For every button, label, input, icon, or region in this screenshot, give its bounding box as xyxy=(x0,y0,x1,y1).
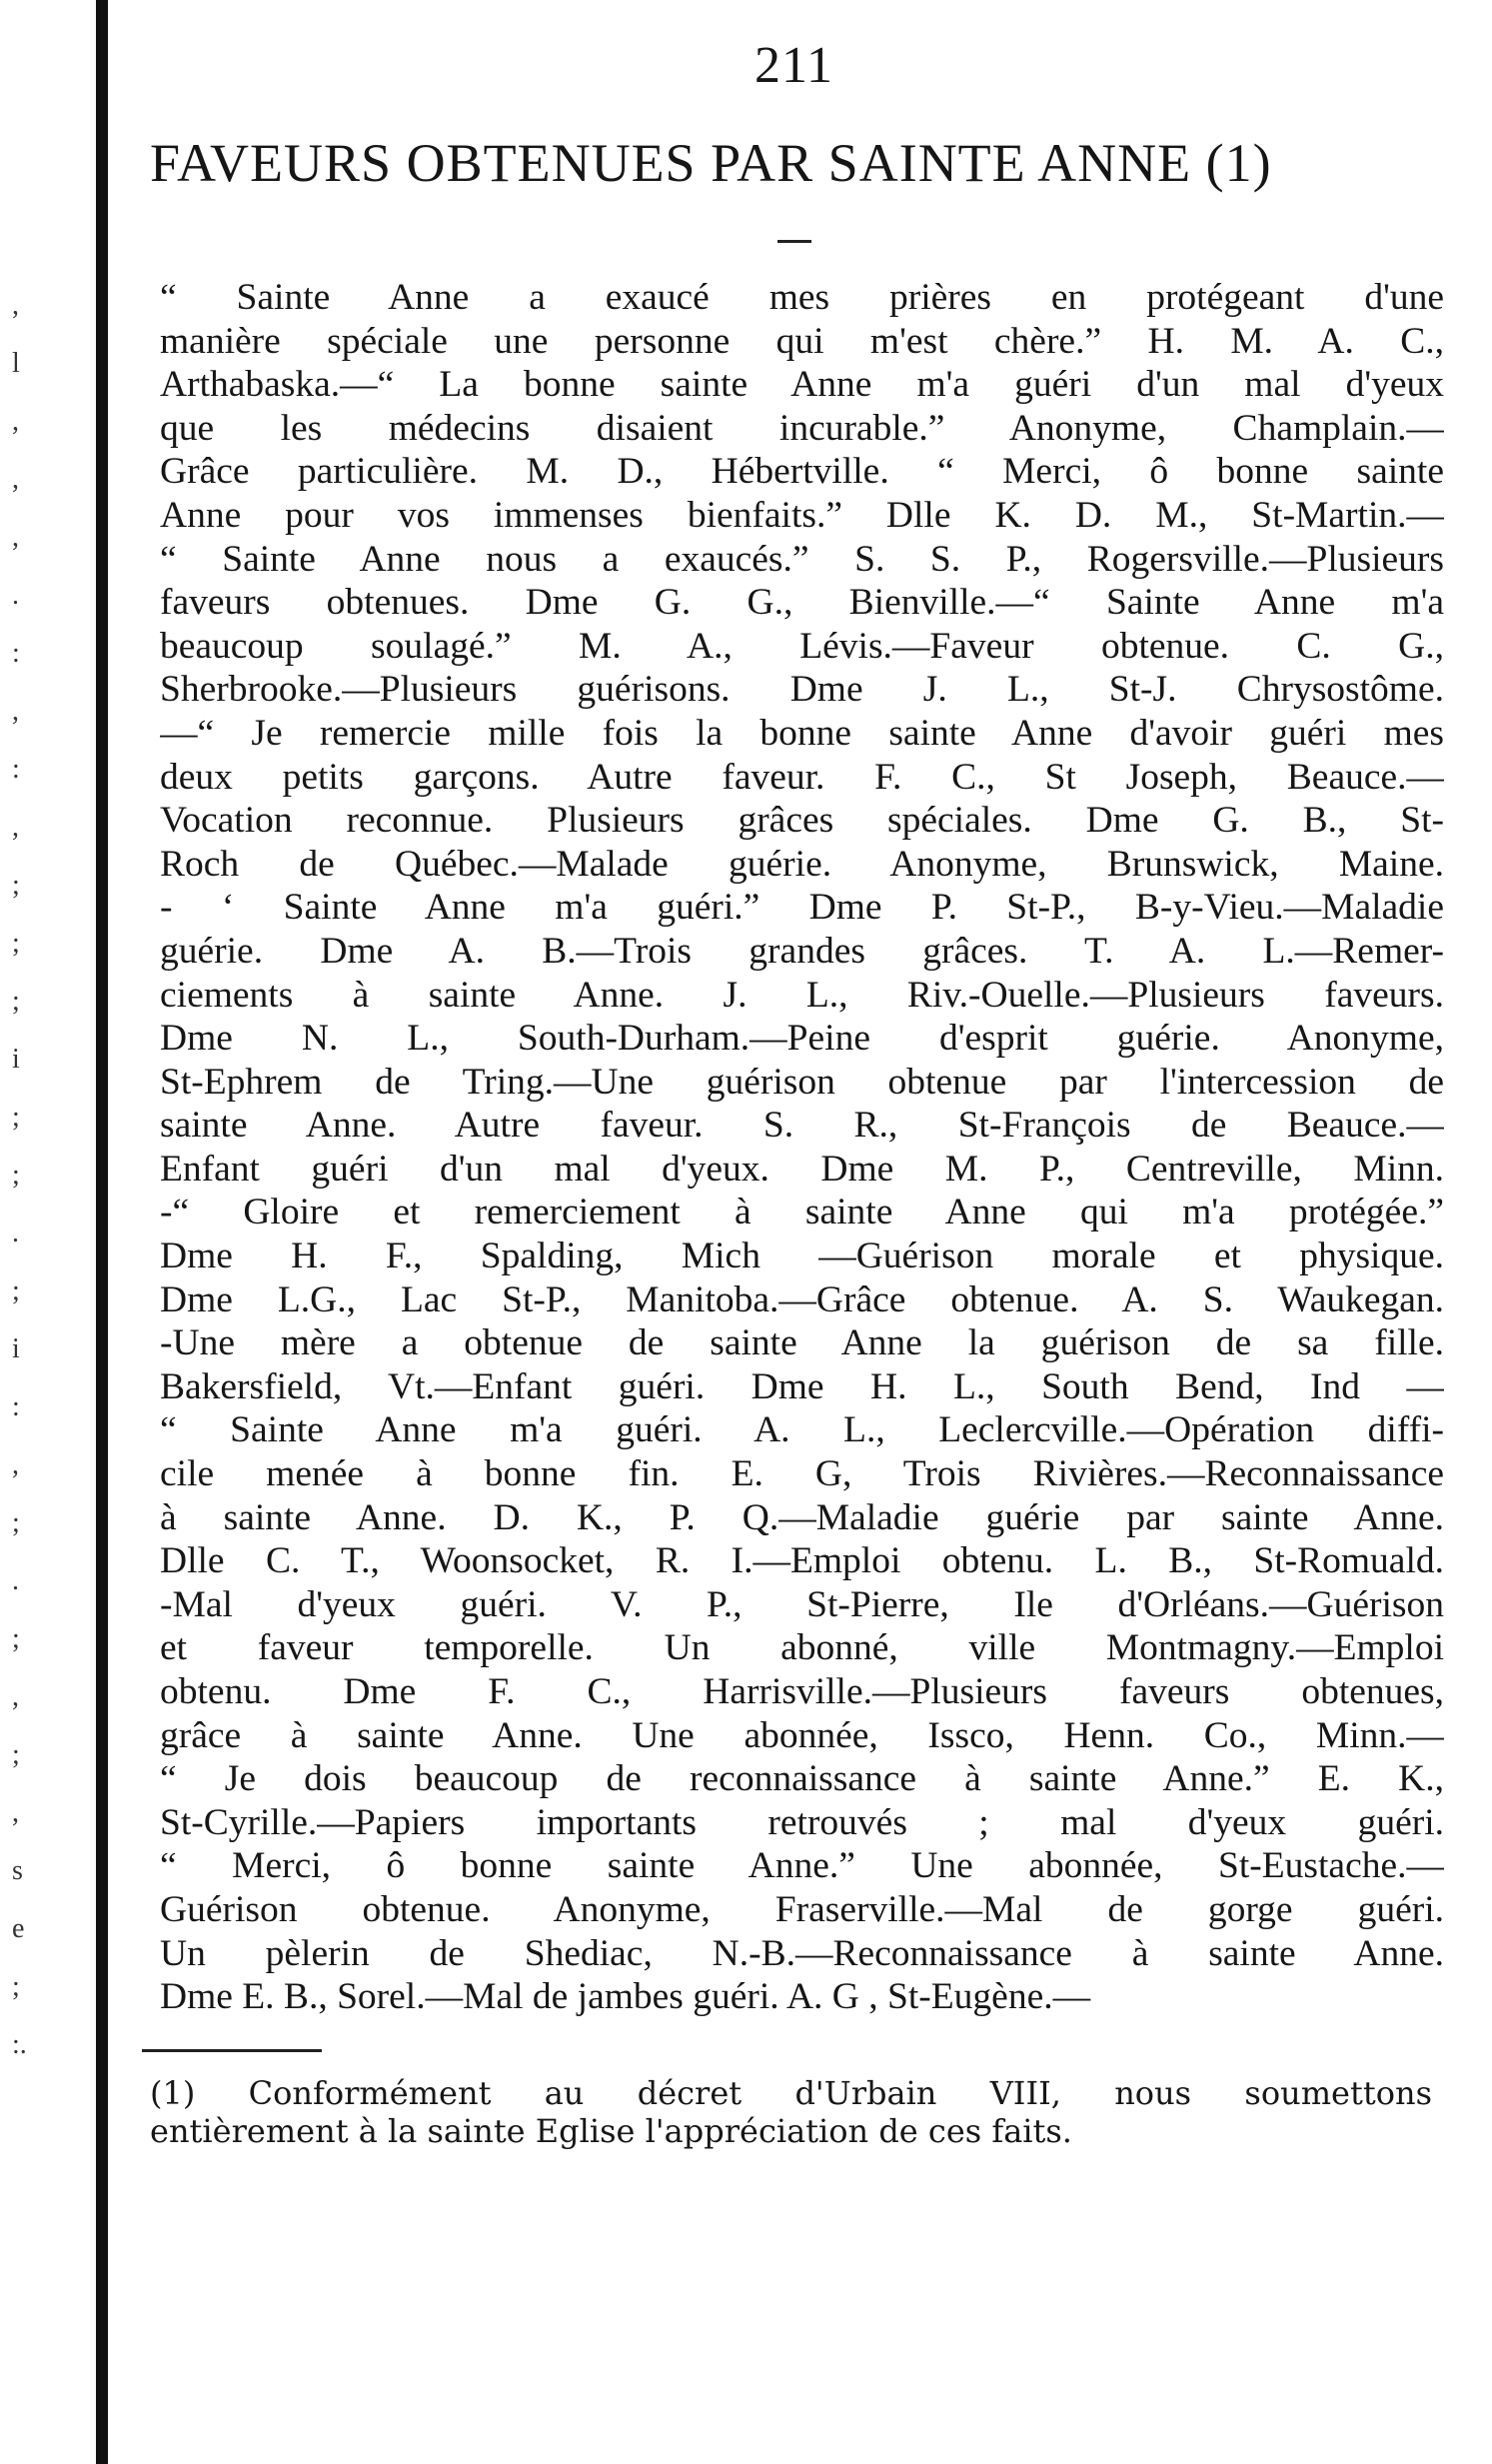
margin-mark: i xyxy=(12,1044,20,1075)
body-line: à sainte Anne. D. K., P. Q.—Maladie guérie par sainte Anne. xyxy=(160,1496,1444,1538)
margin-mark: s xyxy=(12,1855,23,1886)
margin-mark: ; xyxy=(12,986,20,1017)
margin-mark: ; xyxy=(12,870,20,901)
body-line: ciements à sainte Anne. J. L., Riv.-Ouelle.—Plusieurs faveurs. xyxy=(160,974,1444,1016)
body-line: Dme E. B., Sorel.—Mal de jambes guéri. A. G , St-Eugène.— xyxy=(160,1976,1091,2018)
margin-mark: ; xyxy=(12,1623,20,1654)
margin-mark: ; xyxy=(12,1971,20,2002)
footnote-rule xyxy=(142,2049,322,2052)
body-line: Anne pour vos immenses bienfaits.” Dlle K. D. M., St-Martin.— xyxy=(160,494,1444,536)
body-line: grâce à sainte Anne. Une abonnée, Issco, Henn. Co., Minn.— xyxy=(160,1714,1444,1756)
footnote-line: entièrement à la sainte Eglise l'appréciation de ces faits. xyxy=(150,2112,1072,2150)
body-line: -Une mère a obtenue de sainte Anne la guérison de sa fille. xyxy=(160,1322,1444,1364)
footnote xyxy=(150,2074,1432,2150)
body-line: et faveur temporelle. Un abonné, ville Montmagny.—Emploi xyxy=(160,1627,1444,1669)
body-line: “ Je dois beaucoup de reconnaissance à sainte Anne.” E. K., xyxy=(160,1758,1444,1800)
binding-edge xyxy=(96,0,108,2464)
body-line: cile menée à bonne fin. E. G, Trois Rivières.—Reconnaissance xyxy=(160,1453,1444,1495)
body-line: Roch de Québec.—Malade guérie. Anonyme, Brunswick, Maine. xyxy=(160,843,1444,885)
body-line: sainte Anne. Autre faveur. S. R., St-François de Beauce.— xyxy=(160,1105,1444,1147)
margin-mark: :. xyxy=(12,2029,27,2060)
body-line: “ Merci, ô bonne sainte Anne.” Une abonnée, St-Eustache.— xyxy=(160,1845,1444,1887)
margin-mark: , xyxy=(12,290,19,321)
page-number: 211 xyxy=(753,37,834,94)
margin-mark: , xyxy=(12,406,19,437)
body-line: —“ Je remercie mille fois la bonne sainte Anne d'avoir guéri mes xyxy=(160,712,1444,754)
body-line: St-Cyrille.—Papiers importants retrouvés ; mal d'yeux guéri. xyxy=(160,1801,1444,1843)
margin-mark: , xyxy=(12,1797,19,1828)
body-line: Un pèlerin de Shediac, N.-B.—Reconnaissance à sainte Anne. xyxy=(160,1932,1444,1974)
title-rule xyxy=(777,240,811,243)
body-text xyxy=(160,276,1444,2019)
page-title: FAVEURS OBTENUES PAR SAINTE ANNE (1) xyxy=(150,133,1272,193)
margin-mark: ; xyxy=(12,1739,20,1770)
margin-mark: e xyxy=(12,1913,25,1944)
margin-mark: . xyxy=(12,1218,19,1248)
margin-mark: ; xyxy=(12,1102,20,1133)
body-line: Sherbrooke.—Plusieurs guérisons. Dme J. L., St-J. Chrysostôme. xyxy=(160,669,1444,711)
body-line: Grâce particulière. M. D., Hébertville. “ Merci, ô bonne sainte xyxy=(160,451,1444,493)
margin-mark: . xyxy=(12,1565,19,1596)
body-line: que les médecins disaient incurable.” Anonyme, Champlain.— xyxy=(160,407,1444,449)
body-line: guérie. Dme A. B.—Trois grandes grâces. T. A. L.—Remer- xyxy=(160,930,1444,972)
body-line: Dlle C. T., Woonsocket, R. I.—Emploi obtenu. L. B., St-Romuald. xyxy=(160,1540,1444,1582)
body-line: St-Ephrem de Tring.—Une guérison obtenue par l'intercession de xyxy=(160,1061,1444,1103)
body-line: Dme L.G., Lac St-P., Manitoba.—Grâce obtenue. A. S. Waukegan. xyxy=(160,1278,1444,1320)
margin-mark: , xyxy=(12,812,19,843)
margin-mark: ; xyxy=(12,1275,20,1306)
body-line: -“ Gloire et remerciement à sainte Anne qui m'a protégée.” xyxy=(160,1192,1444,1233)
body-line: deux petits garçons. Autre faveur. F. C., St Joseph, Beauce.— xyxy=(160,756,1444,798)
margin-mark: ; xyxy=(12,928,20,959)
body-line: “ Sainte Anne a exaucé mes prières en protégeant d'une xyxy=(160,277,1444,318)
body-line: “ Sainte Anne m'a guéri. A. L., Leclercville.—Opération diffi- xyxy=(160,1409,1444,1451)
body-line: Vocation reconnue. Plusieurs grâces spéciales. Dme G. B., St- xyxy=(160,800,1444,842)
body-line: Bakersfield, Vt.—Enfant guéri. Dme H. L., South Bend, Ind — xyxy=(160,1365,1444,1407)
body-line: beaucoup soulagé.” M. A., Lévis.—Faveur obtenue. C. G., xyxy=(160,625,1444,667)
margin-mark: , xyxy=(12,1681,19,1712)
body-line: -Mal d'yeux guéri. V. P., St-Pierre, Ile d'Orléans.—Guérison xyxy=(160,1583,1444,1625)
margin-mark: , xyxy=(12,464,19,495)
margin-mark: , xyxy=(12,696,19,727)
margin-mark: : xyxy=(12,1391,20,1422)
margin-mark: ; xyxy=(12,1160,20,1191)
margin-mark: : xyxy=(12,638,20,669)
body-line: obtenu. Dme F. C., Harrisville.—Plusieurs faveurs obtenues, xyxy=(160,1671,1444,1712)
body-line: Guérison obtenue. Anonyme, Fraserville.—Mal de gorge guéri. xyxy=(160,1888,1444,1930)
margin-mark: ; xyxy=(12,1507,20,1538)
body-line: Arthabaska.—“ La bonne sainte Anne m'a guéri d'un mal d'yeux xyxy=(160,364,1444,406)
body-line: - ‘ Sainte Anne m'a guéri.” Dme P. St-P., B-y-Vieu.—Maladie xyxy=(160,887,1444,929)
margin-mark: l xyxy=(12,348,20,379)
body-line: “ Sainte Anne nous a exaucés.” S. S. P., Rogersville.—Plusieurs xyxy=(160,538,1444,580)
body-line: manière spéciale une personne qui m'est chère.” H. M. A. C., xyxy=(160,320,1444,362)
body-line: Enfant guéri d'un mal d'yeux. Dme M. P., Centreville, Minn. xyxy=(160,1148,1444,1190)
margin-mark: . xyxy=(12,580,19,611)
margin-mark: i xyxy=(12,1333,20,1364)
margin-mark: , xyxy=(12,522,19,553)
margin-mark: , xyxy=(12,1449,19,1480)
body-line: Dme H. F., Spalding, Mich —Guérison morale et physique. xyxy=(160,1235,1444,1277)
left-margin-bleed-marks xyxy=(6,0,46,2464)
footnote-line: (1) Conformément au décret d'Urbain VIII, nous soumettons xyxy=(150,2074,1432,2112)
margin-mark: : xyxy=(12,754,20,785)
body-line: Dme N. L., South-Durham.—Peine d'esprit guérie. Anonyme, xyxy=(160,1018,1444,1060)
body-line: faveurs obtenues. Dme G. G., Bienville.—“ Sainte Anne m'a xyxy=(160,582,1444,624)
